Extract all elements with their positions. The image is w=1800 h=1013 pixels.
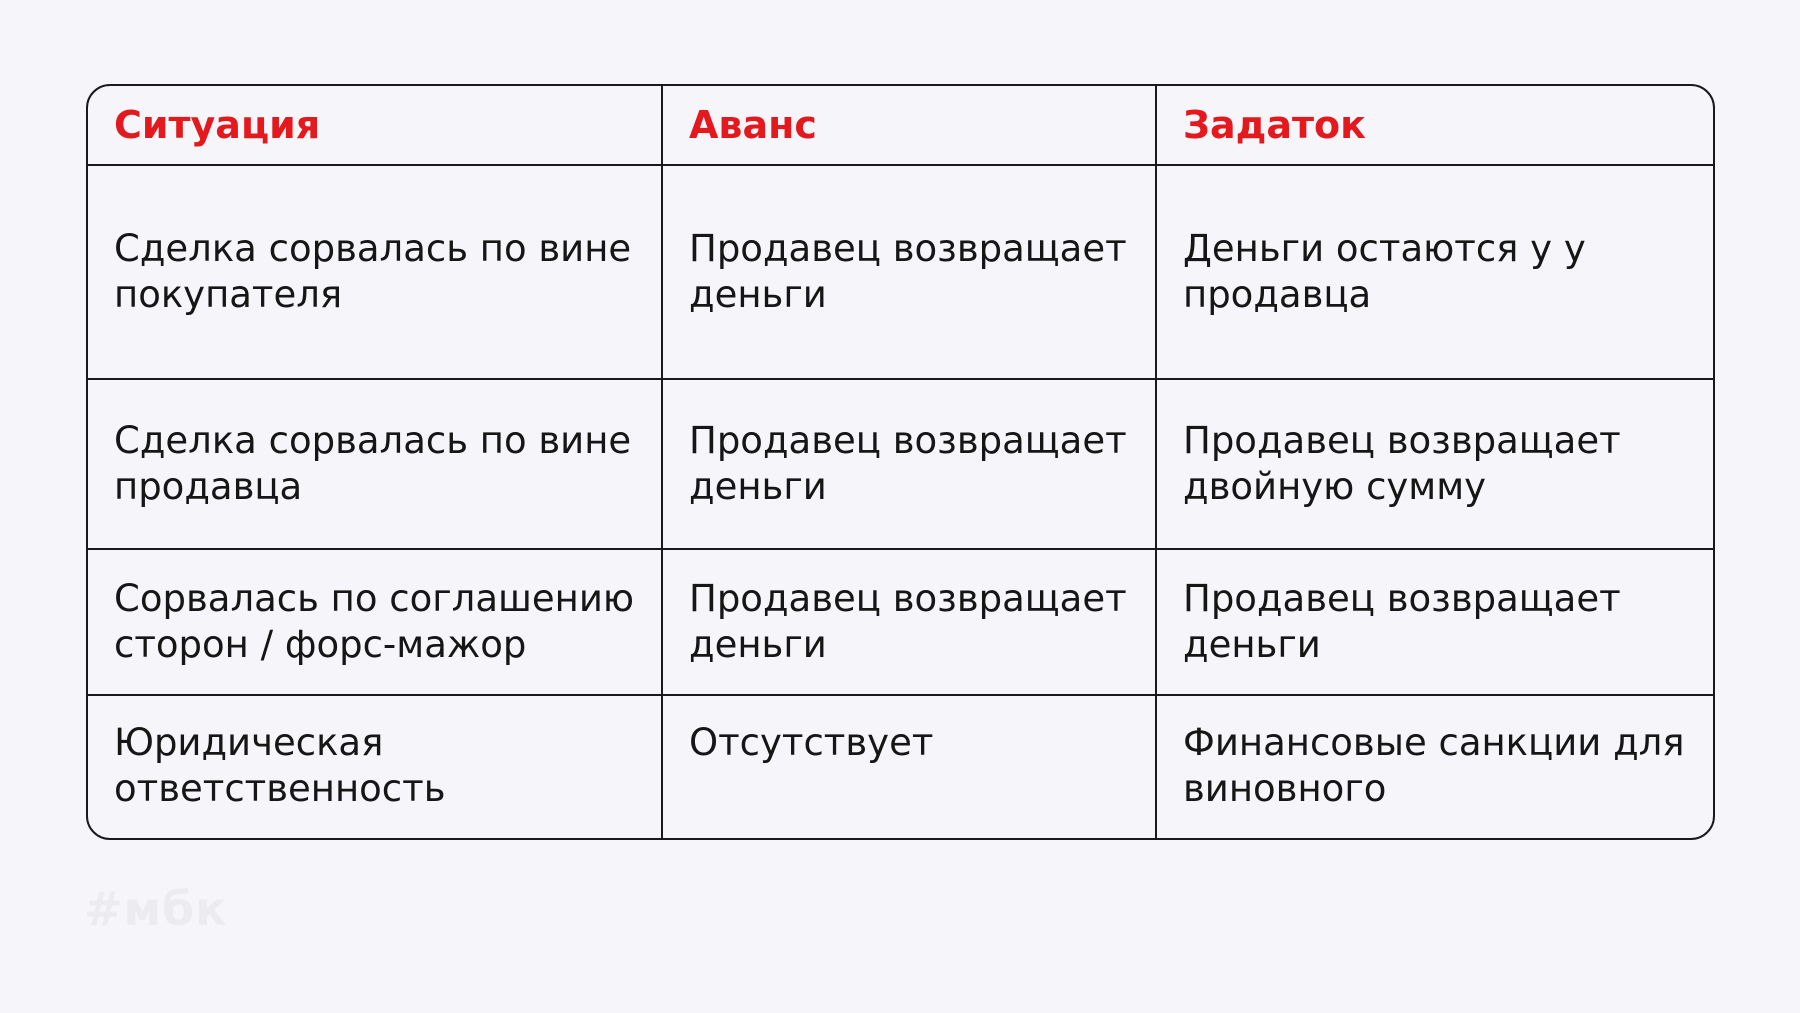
- comparison-table: [86, 84, 1715, 840]
- deposit-cell: Финансовые санкции для виновного: [1183, 721, 1685, 810]
- table-row: [88, 549, 1713, 695]
- watermark-logo: #мбк: [84, 882, 228, 936]
- header-situation: Ситуация: [88, 86, 662, 165]
- table-row: [88, 695, 1713, 840]
- advance-cell: Отсутствует: [662, 695, 1156, 840]
- situation-cell: Сорвалась по соглашению сторон / форс-мажор: [88, 549, 662, 695]
- advance-cell: Продавец возвращает деньги: [662, 165, 1156, 379]
- situation-cell: Сделка сорвалась по вине покупателя: [88, 165, 662, 379]
- deposit-cell: Продавец возвращает деньги: [1156, 549, 1713, 695]
- header-advance: Аванс: [662, 86, 1156, 165]
- advance-cell: Продавец возвращает деньги: [662, 549, 1156, 695]
- deposit-cell: Продавец возвращает двойную сумму: [1156, 379, 1713, 549]
- situation-cell: Сделка сорвалась по вине продавца: [88, 379, 662, 549]
- comparison-table-grid: [88, 86, 1713, 840]
- table-header-row: [88, 86, 1713, 165]
- situation-cell: Юридическая ответственность: [88, 695, 662, 840]
- table-row: [88, 165, 1713, 379]
- advance-cell: Продавец возвращает деньги: [662, 379, 1156, 549]
- deposit-cell: Деньги остаются у у продавца: [1156, 165, 1713, 379]
- table-row: [88, 379, 1713, 549]
- header-deposit: Задаток: [1156, 86, 1713, 165]
